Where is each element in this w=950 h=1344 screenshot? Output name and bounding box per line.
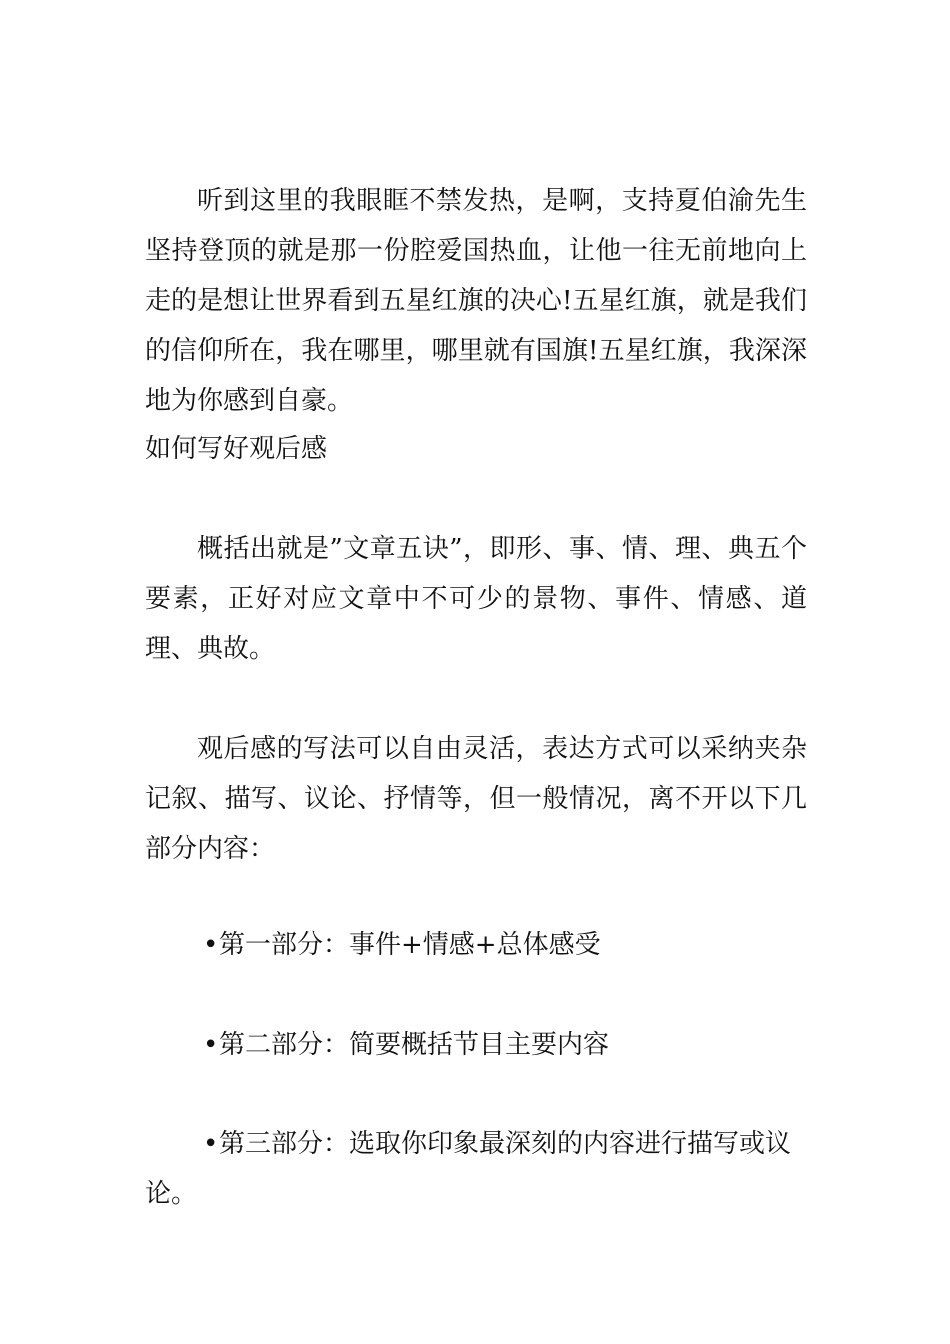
bullet-marker: • <box>203 930 219 960</box>
bullet-marker: • <box>203 1129 219 1159</box>
section-heading: 如何写好观后感 <box>145 434 328 464</box>
bullet-item-part-one <box>145 920 807 970</box>
paragraph-national-flag: 听到这里的我眼眶不禁发热，是啊，支持夏伯渝先生坚持登顶的就是那一份腔爱国热血，让他一往无前地向上走的是想让世界看到五星红旗的决心!五星红旗，就是我们的信仰所在，我在哪里，哪里就有国旗!五星红旗，我深深地为你感到自豪。 <box>145 186 807 416</box>
paragraph-five-elements: 概括出就是”文章五诀”，即形、事、情、理、典五个要素，正好对应文章中不可少的景物、事件、情感、道理、典故。 <box>145 534 807 664</box>
bullet-text: 第三部分：选取你印象最深刻的内容进行描写或议论。 <box>145 1129 792 1209</box>
bullet-text: 第二部分：简要概括节目主要内容 <box>219 1030 610 1060</box>
bullet-text: 第一部分：事件+情感+总体感受 <box>219 930 601 960</box>
bullet-marker: • <box>203 1030 219 1060</box>
bullet-item-part-three <box>145 1119 807 1219</box>
bullet-item-part-two <box>145 1020 807 1070</box>
paragraph-writing-method: 观后感的写法可以自由灵活，表达方式可以采纳夹杂记叙、描写、议论、抒情等，但一般情况，离不开以下几部分内容： <box>145 734 807 864</box>
